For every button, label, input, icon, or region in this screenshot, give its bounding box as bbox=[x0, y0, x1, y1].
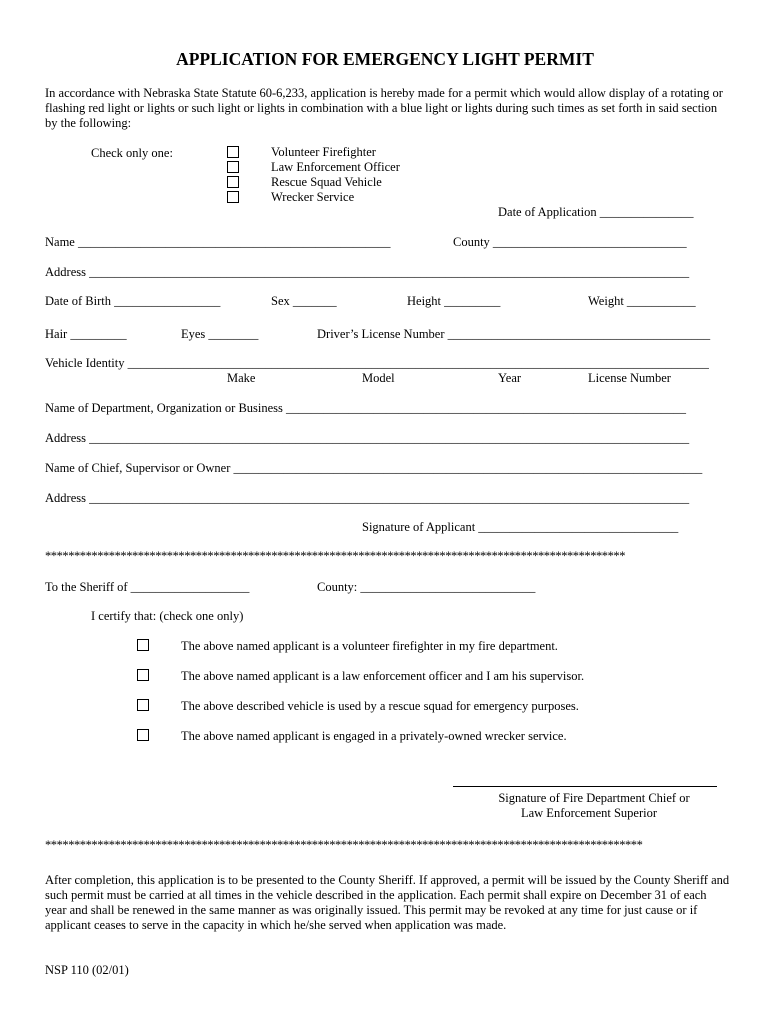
form-number: NSP 110 (02/01) bbox=[45, 963, 129, 977]
height-field[interactable]: Height _________ bbox=[407, 294, 501, 308]
vehicle-identity-field[interactable]: Vehicle Identity _____________________________________________________________________________________________ bbox=[45, 356, 709, 370]
category-label-law-enforcement-officer: Law Enforcement Officer bbox=[271, 160, 400, 174]
completion-instructions: After completion, this application is to be presented to the County Sheriff. If approved, a permit will be issued by the County Sheriff and such permit must be carried at all times in the vehicle described in the application. Each permit shall expire on December 31 of each year and shall be renewed in the same manner as was originally issued. This permit may be revoked at any time for just cause or if applicant ceases to serve in the capacity in which he/she served when application was made. bbox=[45, 873, 730, 932]
chief-name-field[interactable]: Name of Chief, Supervisor or Owner ___________________________________________________________________________ bbox=[45, 461, 703, 475]
sheriff-county-field[interactable]: County: ____________________________ bbox=[317, 580, 536, 594]
certify-checkbox-law-enforcement[interactable] bbox=[137, 669, 149, 681]
vehicle-col-model: Model bbox=[362, 371, 395, 385]
address-field-applicant[interactable]: Address ________________________________________________________________________________________________ bbox=[45, 265, 690, 279]
address-field-department[interactable]: Address ________________________________________________________________________________________________ bbox=[45, 431, 690, 445]
department-name-field[interactable]: Name of Department, Organization or Business ________________________________________________________________ bbox=[45, 401, 687, 415]
checkbox-volunteer-firefighter[interactable] bbox=[227, 146, 239, 158]
sex-field[interactable]: Sex _______ bbox=[271, 294, 337, 308]
certify-statement-rescue-squad: The above described vehicle is used by a rescue squad for emergency purposes. bbox=[181, 699, 579, 713]
date-of-birth-field[interactable]: Date of Birth _________________ bbox=[45, 294, 221, 308]
hair-field[interactable]: Hair _________ bbox=[45, 327, 127, 341]
chief-signature-label-1: Signature of Fire Department Chief or bbox=[498, 791, 690, 805]
certify-statement-law-enforcement: The above named applicant is a law enforcement officer and I am his supervisor. bbox=[181, 669, 585, 683]
certify-statement-wrecker-service: The above named applicant is engaged in a privately-owned wrecker service. bbox=[181, 729, 567, 743]
address-field-chief[interactable]: Address ________________________________________________________________________________________________ bbox=[45, 491, 690, 505]
signature-of-applicant-field[interactable]: Signature of Applicant ________________________________ bbox=[362, 520, 679, 534]
chief-signature-label-2: Law Enforcement Superior bbox=[520, 806, 658, 820]
intro-paragraph: In accordance with Nebraska State Statute 60-6,233, application is hereby made for a permit which would allow display of a rotating or flashing red light or lights or such light or lights in combination with a blue light or lights during such times as set forth in said section by the following: bbox=[45, 86, 723, 130]
checkbox-rescue-squad-vehicle[interactable] bbox=[227, 176, 239, 188]
date-of-application-field[interactable]: Date of Application _______________ bbox=[498, 205, 694, 219]
page-title: APPLICATION FOR EMERGENCY LIGHT PERMIT bbox=[176, 49, 594, 69]
checkbox-wrecker-service[interactable] bbox=[227, 191, 239, 203]
certify-checkbox-rescue-squad[interactable] bbox=[137, 699, 149, 711]
chief-signature-line[interactable] bbox=[453, 786, 717, 787]
category-label-rescue-squad-vehicle: Rescue Squad Vehicle bbox=[271, 175, 382, 189]
eyes-field[interactable]: Eyes ________ bbox=[181, 327, 259, 341]
category-label-wrecker-service: Wrecker Service bbox=[271, 190, 355, 204]
vehicle-col-license-number: License Number bbox=[588, 371, 671, 385]
vehicle-col-make: Make bbox=[227, 371, 256, 385]
certify-checkbox-volunteer-firefighter[interactable] bbox=[137, 639, 149, 651]
certify-label: I certify that: (check one only) bbox=[91, 609, 244, 623]
check-only-one-label: Check only one: bbox=[91, 146, 173, 160]
vehicle-col-year: Year bbox=[498, 371, 522, 385]
county-field[interactable]: County _______________________________ bbox=[453, 235, 687, 249]
weight-field[interactable]: Weight ___________ bbox=[588, 294, 696, 308]
checkbox-law-enforcement-officer[interactable] bbox=[227, 161, 239, 173]
certify-statement-volunteer-firefighter: The above named applicant is a volunteer firefighter in my fire department. bbox=[181, 639, 558, 653]
drivers-license-field[interactable]: Driver’s License Number __________________________________________ bbox=[317, 327, 711, 341]
certify-checkbox-wrecker-service[interactable] bbox=[137, 729, 149, 741]
to-sheriff-field[interactable]: To the Sheriff of ___________________ bbox=[45, 580, 250, 594]
separator-line-2: ******************************************************************************************************* bbox=[45, 838, 643, 852]
category-label-volunteer-firefighter: Volunteer Firefighter bbox=[271, 145, 376, 159]
separator-line: **************************************************************************************************** bbox=[45, 549, 626, 563]
name-field[interactable]: Name __________________________________________________ bbox=[45, 235, 391, 249]
